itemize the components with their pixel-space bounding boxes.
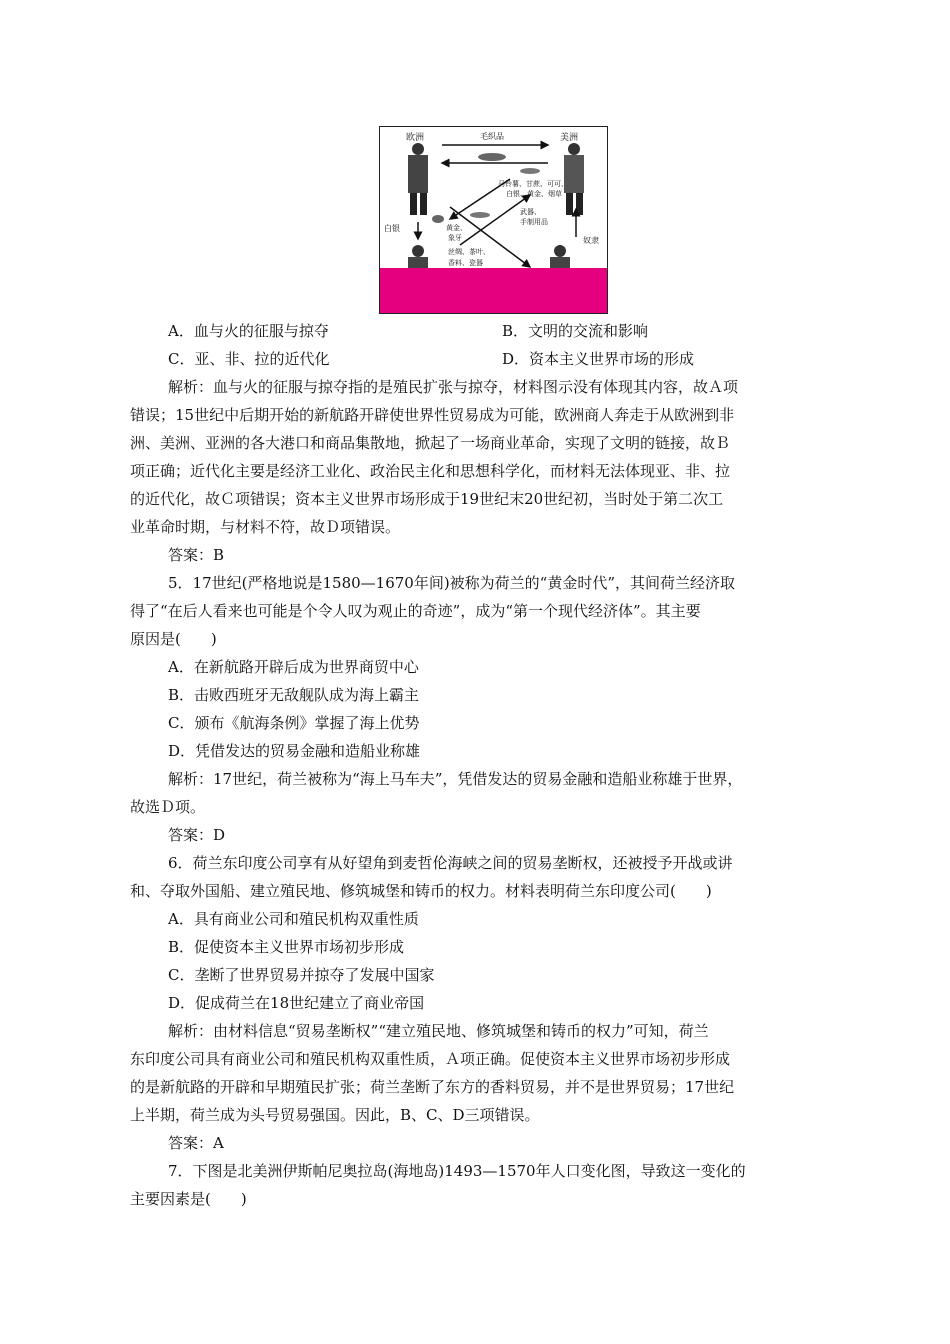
- q5-analysis-line: 故选Ｄ项。: [130, 798, 206, 816]
- label-america: 美洲: [560, 133, 579, 143]
- q7-stem-line: 7．下图是北美洲伊斯帕尼奥拉岛(海地岛)1493—1570年人口变化图，导致这一变化的: [168, 1162, 746, 1180]
- q6-answer: 答案：A: [168, 1134, 224, 1152]
- q4-option-a: A．血与火的征服与掠夺: [168, 322, 329, 340]
- q6-option-c: C．垄断了世界贸易并掠夺了发展中国家: [168, 966, 435, 984]
- q4-analysis-line: 业革命时期，与材料不符，故Ｄ项错误。: [130, 518, 401, 536]
- q4-analysis-line: 错误；15世纪中后期开始的新航路开辟使世界性贸易成为可能，欧洲商人奔走于从欧洲到非: [130, 406, 735, 424]
- q4-option-d: D．资本主义世界市场的形成: [502, 350, 695, 368]
- q4-analysis-line: 项正确；近代化主要是经济工业化、政治民主化和思想科学化，而材料无法体现亚、非、拉: [130, 462, 731, 480]
- q4-option-c: C．亚、非、拉的近代化: [168, 350, 330, 368]
- label-slaves: 奴隶: [583, 236, 599, 245]
- q5-stem-line: 得了“在后人看来也可能是个令人叹为观止的奇迹”，成为“第一个现代经济体”。其主要: [130, 602, 701, 620]
- q4-analysis-line: 解析：血与火的征服与掠夺指的是殖民扩张与掠夺，材料图示没有体现其内容，故Ａ项: [168, 378, 739, 396]
- q7-stem-line: 主要因素是( ): [130, 1190, 247, 1208]
- label-silver: 白银: [384, 224, 400, 233]
- label-silk: 丝绸、茶叶、: [448, 248, 490, 256]
- magenta-overlay: [380, 268, 607, 313]
- q4-option-b: B．文明的交流和影响: [502, 322, 649, 340]
- trade-figure: [379, 126, 608, 314]
- q6-stem-line: 6．荷兰东印度公司享有从好望角到麦哲伦海峡之间的贸易垄断权，还被授予开战或讲: [168, 854, 733, 872]
- q5-analysis-line: 解析：17世纪，荷兰被称为“海上马车夫”，凭借发达的贸易金融和造船业称雄于世界，: [168, 770, 743, 788]
- label-goods: 马铃薯、甘蔗、可可、: [498, 180, 568, 188]
- q6-analysis-line: 的是新航路的开辟和早期殖民扩张；荷兰垄断了东方的香料贸易，并不是世界贸易；17世纪: [130, 1078, 735, 1096]
- label-spices: 香料、瓷器: [448, 259, 483, 267]
- q6-option-d: D．促成荷兰在18世纪建立了商业帝国: [168, 994, 425, 1012]
- q5-answer: 答案：D: [168, 826, 226, 844]
- q5-option-a: A．在新航路开辟后成为世界商贸中心: [168, 658, 419, 676]
- european-figure-icon: [408, 143, 428, 215]
- q6-analysis-line: 东印度公司具有商业公司和殖民机构双重性质，Ａ项正确。促使资本主义世界市场初步形成: [130, 1050, 731, 1068]
- label-goods2: 白银、黄金、烟草: [506, 190, 562, 198]
- q6-analysis-line: 上半期，荷兰成为头号贸易强国。因此，B、C、D三项错误。: [130, 1106, 540, 1124]
- q6-option-a: A．具有商业公司和殖民机构双重性质: [168, 910, 419, 928]
- label-handicraft: 手制用品: [520, 218, 548, 226]
- q6-stem-line: 和、夺取外国船、建立殖民地、修筑城堡和铸币的权力。材料表明荷兰东印度公司( ): [130, 882, 712, 900]
- q5-stem-line: 原因是( ): [130, 630, 217, 648]
- q5-option-c: C．颁布《航海条例》掌握了海上优势: [168, 714, 420, 732]
- label-ivory: 象牙: [448, 234, 462, 242]
- label-europe: 欧洲: [406, 133, 425, 143]
- q5-stem-line: 5．17世纪(严格地说是1580—1670年间)被称为荷兰的“黄金时代”，其间荷兰经济取: [168, 574, 736, 592]
- q4-analysis-line: 洲、美洲、亚洲的各大港口和商品集散地，掀起了一场商业革命，实现了文明的链接，故Ｂ: [130, 434, 731, 452]
- q4-answer: 答案：B: [168, 546, 225, 564]
- q6-option-b: B．促使资本主义世界市场初步形成: [168, 938, 405, 956]
- label-weapons: 武器、: [520, 208, 541, 216]
- q5-option-b: B．击败西班牙无敌舰队成为海上霸主: [168, 686, 420, 704]
- q4-analysis-line: 的近代化，故Ｃ项错误；资本主义世界市场形成于19世纪末20世纪初，当时处于第二次工: [130, 490, 724, 508]
- q6-analysis-line: 解析：由材料信息“贸易垄断权”“建立殖民地、修筑城堡和铸币的权力”可知，荷兰: [168, 1022, 709, 1040]
- label-wool: 毛织品: [480, 132, 504, 141]
- q5-option-d: D．凭借发达的贸易金融和造船业称雄: [168, 742, 421, 760]
- label-gold: 黄金、: [446, 224, 467, 232]
